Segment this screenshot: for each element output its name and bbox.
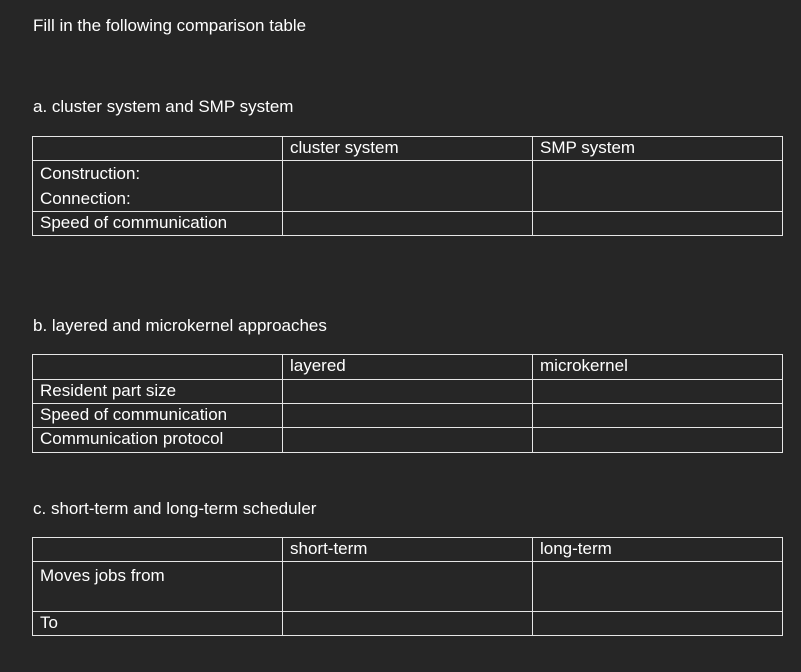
answer-cell[interactable] xyxy=(283,612,533,636)
table-corner-cell xyxy=(33,137,283,161)
row-label-moves-from: Moves jobs from xyxy=(33,562,283,612)
table-cluster-vs-smp xyxy=(32,136,783,236)
table-row xyxy=(33,380,783,404)
answer-cell[interactable] xyxy=(283,562,533,612)
answer-cell[interactable] xyxy=(533,161,783,212)
table-row xyxy=(33,612,783,636)
header-cluster-system: cluster system xyxy=(283,137,533,161)
answer-cell[interactable] xyxy=(283,404,533,428)
table-row xyxy=(33,562,783,612)
answer-cell[interactable] xyxy=(283,428,533,453)
header-microkernel: microkernel xyxy=(533,355,783,380)
answer-cell[interactable] xyxy=(533,380,783,404)
table-row xyxy=(33,161,783,212)
header-layered: layered xyxy=(283,355,533,380)
table-row xyxy=(33,428,783,453)
table-corner-cell xyxy=(33,355,283,380)
table-header-row xyxy=(33,538,783,562)
table-header-row xyxy=(33,355,783,380)
header-short-term: short-term xyxy=(283,538,533,562)
answer-cell[interactable] xyxy=(533,612,783,636)
row-label-protocol: Communication protocol xyxy=(33,428,283,453)
table-corner-cell xyxy=(33,538,283,562)
answer-cell[interactable] xyxy=(283,212,533,236)
table-row xyxy=(33,212,783,236)
table-short-vs-long-term xyxy=(32,537,783,636)
page-heading: Fill in the following comparison table xyxy=(33,16,307,35)
label-construction: Construction: xyxy=(40,164,141,183)
table-row xyxy=(33,404,783,428)
row-label-speed: Speed of communication xyxy=(33,404,283,428)
table-header-row xyxy=(33,137,783,161)
section-c-title: c. short-term and long-term scheduler xyxy=(33,499,317,518)
row-label-to: To xyxy=(33,612,283,636)
header-long-term: long-term xyxy=(533,538,783,562)
row-label-construction-connection xyxy=(33,161,283,212)
section-a-title: a. cluster system and SMP system xyxy=(33,97,294,116)
answer-cell[interactable] xyxy=(283,380,533,404)
answer-cell[interactable] xyxy=(533,428,783,453)
header-smp-system: SMP system xyxy=(533,137,783,161)
row-label-speed: Speed of communication xyxy=(33,212,283,236)
answer-cell[interactable] xyxy=(283,161,533,212)
section-b-title: b. layered and microkernel approaches xyxy=(33,316,327,335)
table-layered-vs-microkernel xyxy=(32,354,783,453)
label-connection: Connection: xyxy=(40,189,131,208)
answer-cell[interactable] xyxy=(533,212,783,236)
row-label-resident-size: Resident part size xyxy=(33,380,283,404)
answer-cell[interactable] xyxy=(533,404,783,428)
answer-cell[interactable] xyxy=(533,562,783,612)
